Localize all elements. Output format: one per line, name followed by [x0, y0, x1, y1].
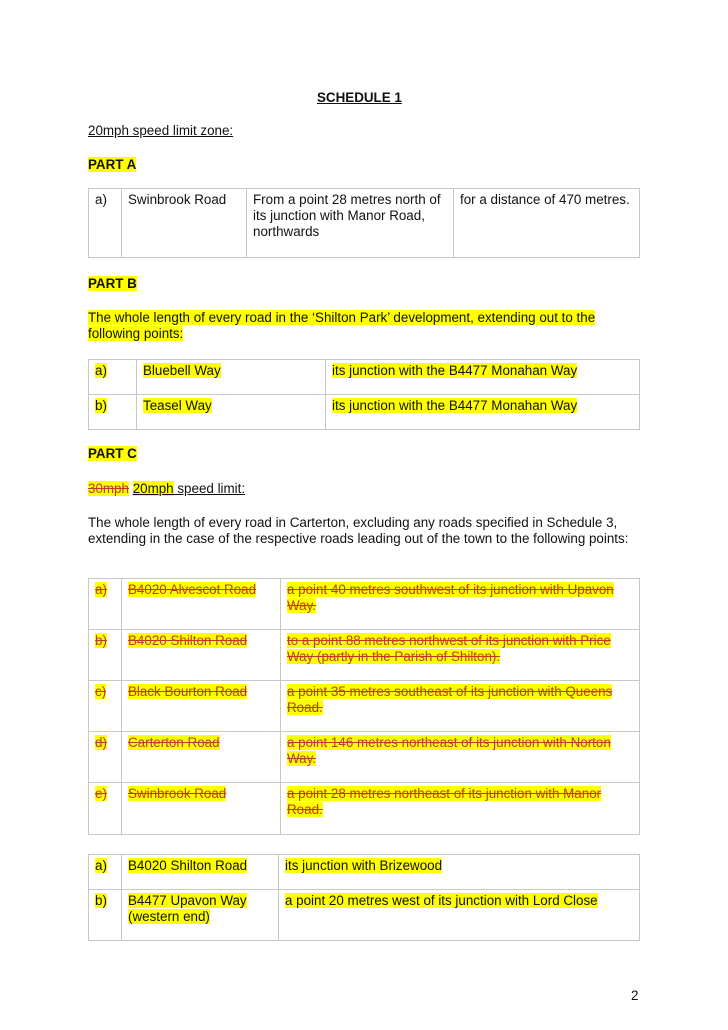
from-point: From a point 28 metres north of its junction with Manor Road, northwards	[247, 189, 454, 258]
road-name: Bluebell Way	[143, 363, 221, 378]
inserted-speed: 20mph	[132, 481, 174, 496]
junction-point: a point 146 metres northeast of its junction with Norton Way.	[287, 735, 611, 766]
row-letter: b)	[95, 398, 107, 413]
zone-heading: 20mph speed limit zone:	[88, 123, 234, 138]
row-letter: b)	[95, 893, 107, 908]
table-row	[89, 189, 640, 258]
junction-point: to a point 88 metres northwest of its junction with Price Way (partly in the Parish of Shilton).	[287, 633, 611, 664]
table-row	[89, 681, 640, 732]
junction-point: a point 20 metres west of its junction with Lord Close	[285, 893, 598, 908]
junction-point: its junction with the B4477 Monahan Way	[332, 398, 578, 413]
part-c-intro: The whole length of every road in Carterton, excluding any roads specified in Schedule 3, extending in the case of the respective roads leading out of the town to the following points:	[88, 515, 629, 546]
junction-point: a point 35 metres southeast of its junction with Queens Road.	[287, 684, 613, 715]
deleted-speed: 30mph	[88, 481, 129, 496]
table-row	[89, 395, 640, 430]
road-name: B4020 Shilton Road	[128, 858, 248, 873]
part-b-table	[88, 359, 640, 430]
row-letter: a)	[95, 363, 107, 378]
junction-point: its junction with Brizewood	[285, 858, 443, 873]
row-letter: c)	[95, 684, 107, 699]
road-name: Swinbrook Road	[122, 189, 247, 258]
table-row	[89, 890, 640, 941]
extent: for a distance of 470 metres.	[454, 189, 640, 258]
junction-point: a point 28 metres northeast of its junction with Manor Road.	[287, 786, 602, 817]
table-row	[89, 579, 640, 630]
table-row	[89, 360, 640, 395]
table-row	[89, 783, 640, 835]
part-c-speed-heading	[88, 481, 245, 496]
row-letter: b)	[95, 633, 107, 648]
page-number: 2	[631, 988, 639, 1003]
row-letter: a)	[95, 582, 107, 597]
speed-suffix: speed limit:	[173, 481, 246, 496]
part-b-intro: The whole length of every road in the ‘Shilton Park’ development, extending out to the following points:	[88, 310, 596, 341]
part-a-heading: PART A	[88, 157, 137, 172]
part-b-heading: PART B	[88, 276, 137, 291]
table-row	[89, 855, 640, 890]
road-name: Swinbrook Road	[128, 786, 227, 801]
row-letter: a)	[89, 189, 122, 258]
part-a-table	[88, 188, 640, 258]
road-name: B4477 Upavon Way (western end)	[128, 893, 247, 924]
road-name: B4020 Alvescot Road	[128, 582, 257, 597]
part-c-new-table	[88, 854, 640, 941]
table-row	[89, 732, 640, 783]
table-row	[89, 630, 640, 681]
schedule-title: SCHEDULE 1	[317, 90, 402, 105]
road-name: B4020 Shilton Road	[128, 633, 248, 648]
road-name: Teasel Way	[143, 398, 212, 413]
part-c-heading: PART C	[88, 446, 137, 461]
road-name: Black Bourton Road	[128, 684, 248, 699]
junction-point: its junction with the B4477 Monahan Way	[332, 363, 578, 378]
row-letter: a)	[95, 858, 107, 873]
road-name: Carterton Road	[128, 735, 220, 750]
junction-point: a point 40 metres southwest of its junction with Upavon Way.	[287, 582, 614, 613]
row-letter: d)	[95, 735, 107, 750]
part-c-deleted-table	[88, 578, 640, 835]
row-letter: e)	[95, 786, 107, 801]
